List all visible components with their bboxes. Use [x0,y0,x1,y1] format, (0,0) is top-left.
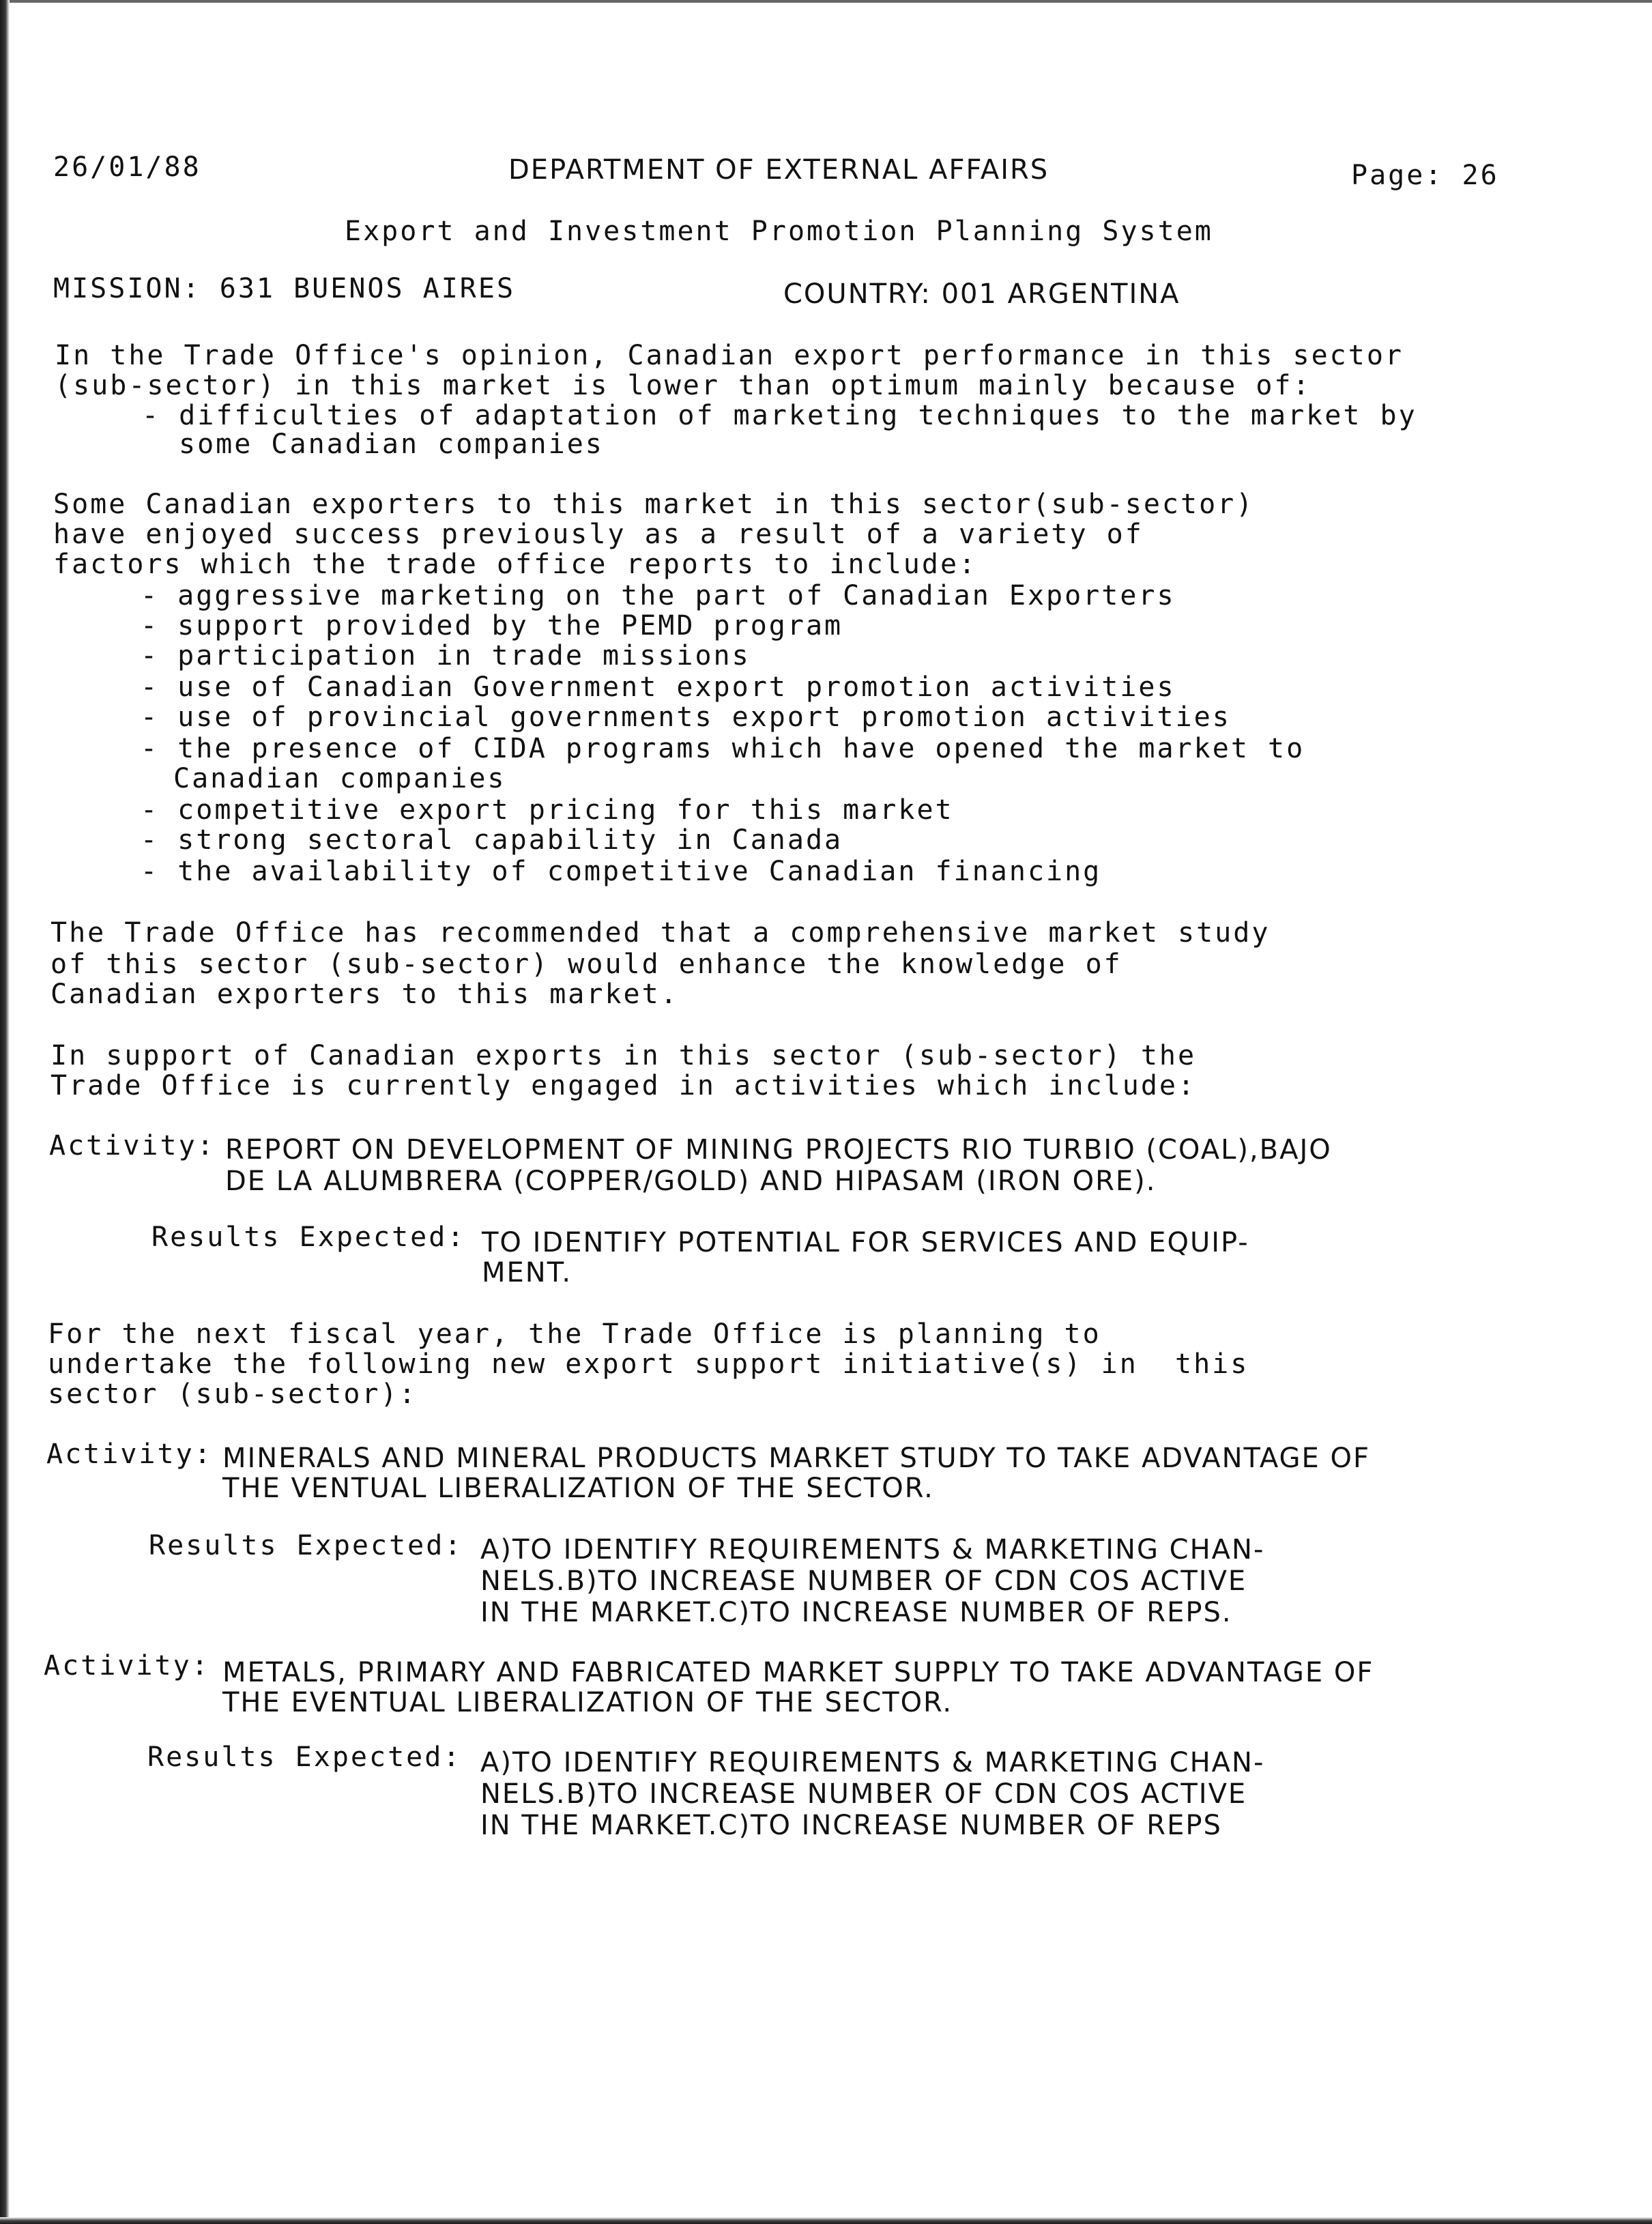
para2-line-3: factors which the trade office reports to include: [53,549,978,580]
para2-bullet-1: - aggressive marketing on the part of Canadian Exporters [141,580,1176,611]
para2-bullet-9: - the availability of competitive Canadian financing [141,856,1102,887]
activity3-label: Activity: [44,1650,210,1681]
activity1-results-line-1: TO IDENTIFY POTENTIAL FOR SERVICES AND EQUIP- [482,1227,1249,1258]
page-edge-top [0,0,1652,3]
para2-bullet-7: - competitive export pricing for this market [141,794,954,826]
para4-line-1: In support of Canadian exports in this sector (sub-sector) the [50,1040,1197,1071]
page-edge-bottom [0,2217,1652,2224]
para2-bullet-4: - use of Canadian Government export promotion activities [141,671,1176,703]
activity3-results-line-1: A)TO IDENTIFY REQUIREMENTS & MARKETING CHAN- [480,1747,1265,1778]
activity2-label: Activity: [46,1439,213,1470]
activity2-results-label: Results Expected: [149,1530,463,1561]
para5-line-2: undertake the following new export support initiative(s) in this [48,1348,1249,1380]
para5-line-3: sector (sub-sector): [48,1378,418,1410]
para2-bullet-3: - participation in trade missions [141,640,751,671]
para4-line-2: Trade Office is currently engaged in activities which include: [50,1070,1197,1101]
para2-bullet-6-cont: Canadian companies [173,763,506,794]
activity3-results-line-2: NELS.B)TO INCREASE NUMBER OF CDN COS ACTIVE [480,1778,1247,1810]
para2-line-2: have enjoyed success previously as a result of a variety of [53,519,1144,550]
department-title: DEPARTMENT OF EXTERNAL AFFAIRS [508,154,1049,186]
para2-bullet-6: - the presence of CIDA programs which have opened the market to [141,733,1305,764]
para3-line-1: The Trade Office has recommended that a comprehensive market study [50,917,1271,949]
activity2-line-1: MINERALS AND MINERAL PRODUCTS MARKET STUDY TO TAKE ADVANTAGE OF [222,1443,1370,1474]
activity3-results-line-3: IN THE MARKET.C)TO INCREASE NUMBER OF REPS [480,1810,1222,1841]
mission-label: MISSION: 631 BUENOS AIRES [53,273,516,304]
activity3-results-label: Results Expected: [147,1742,462,1773]
para2-bullet-5: - use of provincial governments export promotion activities [141,702,1231,733]
activity1-line-1: REPORT ON DEVELOPMENT OF MINING PROJECTS RIO TURBIO (COAL),BAJO [225,1134,1332,1166]
para2-line-1: Some Canadian exporters to this market in this sector(sub-sector) [53,489,1255,520]
activity2-line-2: THE VENTUAL LIBERALIZATION OF THE SECTOR. [222,1473,934,1504]
para3-line-2: of this sector (sub-sector) would enhance the knowledge of [50,949,1122,980]
activity1-results-line-2: MENT. [482,1257,573,1288]
country-label: COUNTRY: 001 ARGENTINA [783,278,1180,310]
para1-line-1: In the Trade Office's opinion, Canadian export performance in this sector [55,340,1404,371]
activity3-line-1: METALS, PRIMARY AND FABRICATED MARKET SUPPLY TO TAKE ADVANTAGE OF [222,1657,1374,1688]
activity2-results-line-3: IN THE MARKET.C)TO INCREASE NUMBER OF REPS. [480,1597,1232,1628]
para1-line-4: some Canadian companies [179,429,604,460]
page-edge-left [0,0,10,2224]
para2-bullet-2: - support provided by the PEMD program [141,610,843,641]
activity1-label: Activity: [49,1130,216,1161]
para3-line-3: Canadian exporters to this market. [50,979,679,1010]
para5-line-1: For the next fiscal year, the Trade Office is planning to [48,1318,1101,1350]
page-number: Page: 26 [1351,160,1499,191]
activity2-results-line-1: A)TO IDENTIFY REQUIREMENTS & MARKETING CHAN- [480,1534,1265,1565]
para1-line-3: - difficulties of adaptation of marketing techniques to the market by [142,400,1417,431]
activity3-line-2: THE EVENTUAL LIBERALIZATION OF THE SECTOR. [222,1687,953,1718]
para1-line-2: (sub-sector) in this market is lower than optimum mainly because of: [55,370,1312,401]
system-title: Export and Investment Promotion Planning System [345,216,1213,247]
report-date: 26/01/88 [53,151,201,183]
activity1-results-label: Results Expected: [151,1222,466,1253]
activity2-results-line-2: NELS.B)TO INCREASE NUMBER OF CDN COS ACTIVE [480,1565,1247,1597]
para2-bullet-8: - strong sectoral capability in Canada [141,824,843,856]
activity1-line-2: DE LA ALUMBRERA (COPPER/GOLD) AND HIPASAM (IRON ORE). [225,1166,1157,1197]
